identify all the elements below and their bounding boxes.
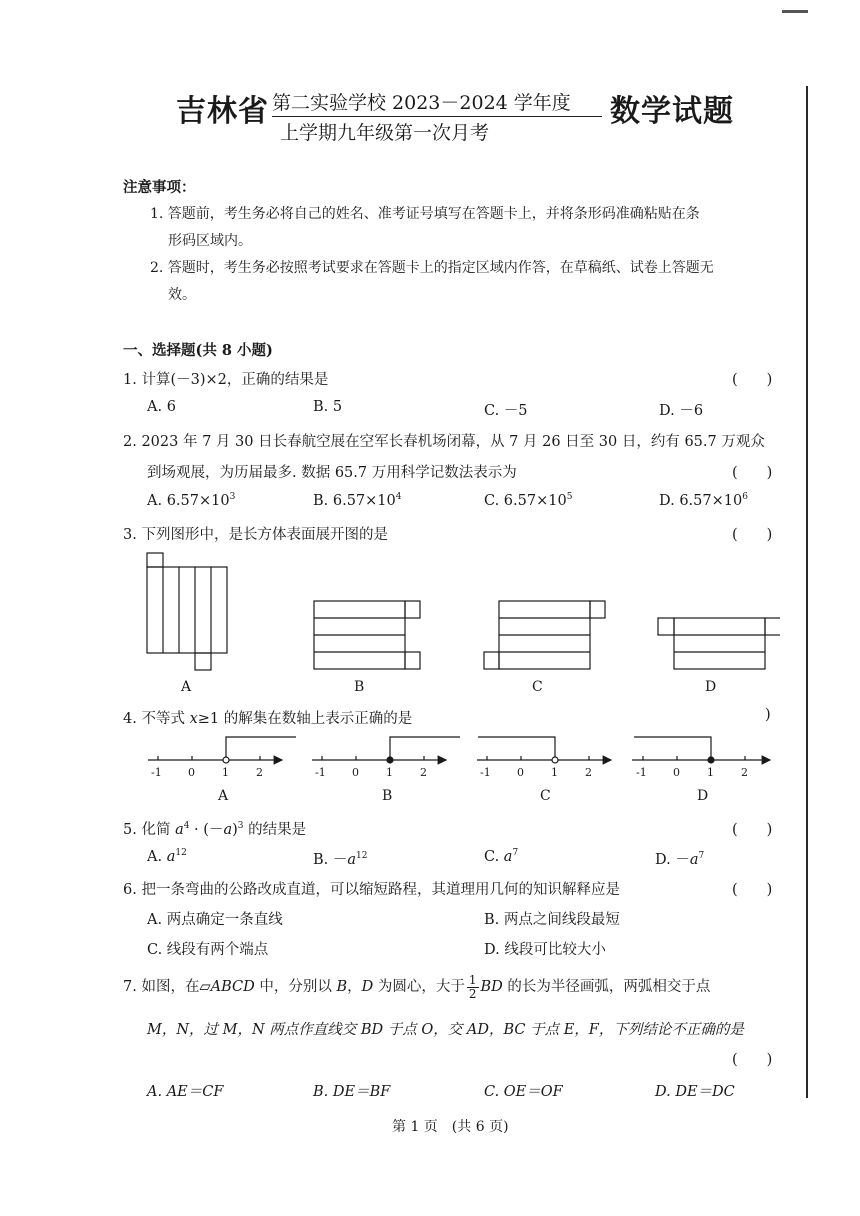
q3-label-c: C: [532, 679, 543, 695]
q4c-tick-0: 0: [517, 766, 524, 779]
q4-label-a: A: [218, 788, 229, 804]
q1-stem: 1. 计算(－3)×2，正确的结果是: [123, 372, 329, 388]
notice-item-2-line2: 效。: [168, 287, 196, 303]
q7-stem-line2: M，N，过 M，N 两点作直线交 BD 于点 O，交 AD，BC 于点 E，F，下列结论不正确的是: [147, 1022, 744, 1038]
q4c-tick-1: 1: [551, 766, 558, 779]
q5-answer-paren: ( ): [732, 822, 773, 838]
q4-answer-paren: ): [765, 707, 771, 723]
page-footer: 第 1 页 (共 6 页): [392, 1119, 509, 1135]
q1-option-d: D. －6: [659, 403, 704, 419]
q4a-tick-0: 0: [188, 766, 195, 779]
q1-answer-paren: ( ): [732, 372, 773, 388]
q4d-tick-m1: -1: [636, 766, 647, 779]
q3-label-d: D: [705, 679, 717, 695]
q6-answer-paren: ( ): [732, 882, 773, 898]
q4b-tick-m1: -1: [315, 766, 326, 779]
notice-item-1-line2: 形码区域内。: [168, 233, 252, 249]
q6-option-a: A. 两点确定一条直线: [147, 912, 283, 928]
q5-option-c: C. $a^7$: [484, 848, 519, 865]
q4c-tick-m1: -1: [480, 766, 491, 779]
notice-heading: 注意事项：: [123, 179, 196, 196]
q3-figure-d: [658, 618, 780, 669]
section-heading: 一、选择题(共 8 小题): [123, 342, 273, 359]
q5-stem: 5. 化简 $a^4 \cdot (-a)^3$ 的结果是: [123, 821, 307, 838]
title-divider: [272, 116, 602, 117]
q4-label-c: C: [540, 788, 551, 804]
q4a-tick-2: 2: [256, 766, 263, 779]
q4-line-a: [148, 737, 296, 763]
q5-option-b: B. $-a^{12}$: [313, 851, 368, 868]
q7-answer-paren: ( ): [732, 1052, 773, 1068]
q7-option-c: C. OE＝OF: [484, 1084, 563, 1100]
title-province: 吉林省: [176, 94, 269, 129]
q3-answer-paren: ( ): [732, 527, 773, 543]
q6-option-c: C. 线段有两个端点: [147, 942, 269, 958]
q4b-tick-0: 0: [352, 766, 359, 779]
q2-stem-line1: 2. 2023 年 7 月 30 日长春航空展在空军长春机场闭幕，从 7 月 26 日至 30 日，约有 65.7 万观众: [123, 434, 765, 450]
notice-item-1-line1: 1. 答题前，考生务必将自己的姓名、准考证号填写在答题卡上，并将条形码准确粘贴在条: [150, 206, 700, 222]
q7-fraction: $\frac{1}{2}$: [468, 972, 477, 1001]
q5-option-d: D. $-a^7$: [655, 851, 705, 868]
q4d-tick-1: 1: [707, 766, 714, 779]
q3-label-b: B: [354, 679, 365, 695]
q3-figure-c: [484, 601, 605, 669]
q4a-tick-m1: -1: [151, 766, 162, 779]
q4-label-b: B: [382, 788, 393, 804]
q4b-tick-1: 1: [386, 766, 393, 779]
scan-corner-mark: [782, 10, 808, 13]
q4d-tick-0: 0: [673, 766, 680, 779]
q3-stem: 3. 下列图形中，是长方体表面展开图的是: [123, 527, 388, 543]
q7-stem-line1: 7. 如图，在▱ABCD 中，分别以 B，D 为圆心，大于 $\frac{1}{2}$ BD 的长为半径画弧，两弧相交于点: [123, 972, 711, 1001]
q4-label-d: D: [697, 788, 709, 804]
q4-line-c: [477, 737, 611, 763]
q4-line-b: [312, 737, 460, 763]
q7-option-b: B. DE＝BF: [313, 1084, 391, 1100]
q6-option-d: D. 线段可比较大小: [484, 942, 606, 958]
q2-option-a: A. $6.57\times 10^3$: [147, 492, 236, 509]
q4d-tick-2: 2: [741, 766, 748, 779]
q6-option-b: B. 两点之间线段最短: [484, 912, 620, 928]
q3-net-figures: [140, 550, 780, 700]
q7-option-d: D. DE＝DC: [655, 1084, 735, 1100]
q4a-tick-1: 1: [222, 766, 229, 779]
q4-stem: 4. 不等式 x≥1 的解集在数轴上表示正确的是: [123, 711, 413, 727]
q4-line-d: [632, 737, 770, 763]
notice-item-2-line1: 2. 答题时，考生务必按照考试要求在答题卡上的指定区域内作答，在草稿纸、试卷上答题无: [150, 260, 714, 276]
q2-option-c: C. $6.57\times 10^5$: [484, 492, 573, 509]
binding-margin-line: [806, 86, 808, 1098]
q2-stem-line2: 到场观展，为历届最多. 数据 65.7 万用科学记数法表示为: [147, 465, 517, 481]
q1-option-a: A. 6: [147, 399, 176, 415]
q7-option-a: A. AE＝CF: [147, 1084, 224, 1100]
title-school-year: 第二实验学校 2023－2024 学年度: [272, 92, 571, 114]
q2-answer-paren: ( ): [732, 465, 773, 481]
q6-stem: 6. 把一条弯曲的公路改成直道，可以缩短路程，其道理用几何的知识解释应是: [123, 882, 620, 898]
q4b-tick-2: 2: [420, 766, 427, 779]
q3-figure-b: [314, 601, 420, 669]
q2-option-b: B. $6.57\times 10^4$: [313, 492, 402, 509]
title-subject: 数学试题: [610, 94, 734, 129]
q2-option-d: D. $6.57\times 10^6$: [659, 492, 748, 509]
q3-label-a: A: [181, 679, 192, 695]
q5-option-a: A. $a^{12}$: [147, 848, 187, 865]
q1-option-c: C. －5: [484, 403, 528, 419]
q1-option-b: B. 5: [313, 399, 343, 415]
q4-number-lines: [140, 728, 780, 806]
title-exam: 上学期九年级第一次月考: [280, 122, 490, 144]
q4c-tick-2: 2: [585, 766, 592, 779]
q3-figure-a: [147, 553, 227, 670]
